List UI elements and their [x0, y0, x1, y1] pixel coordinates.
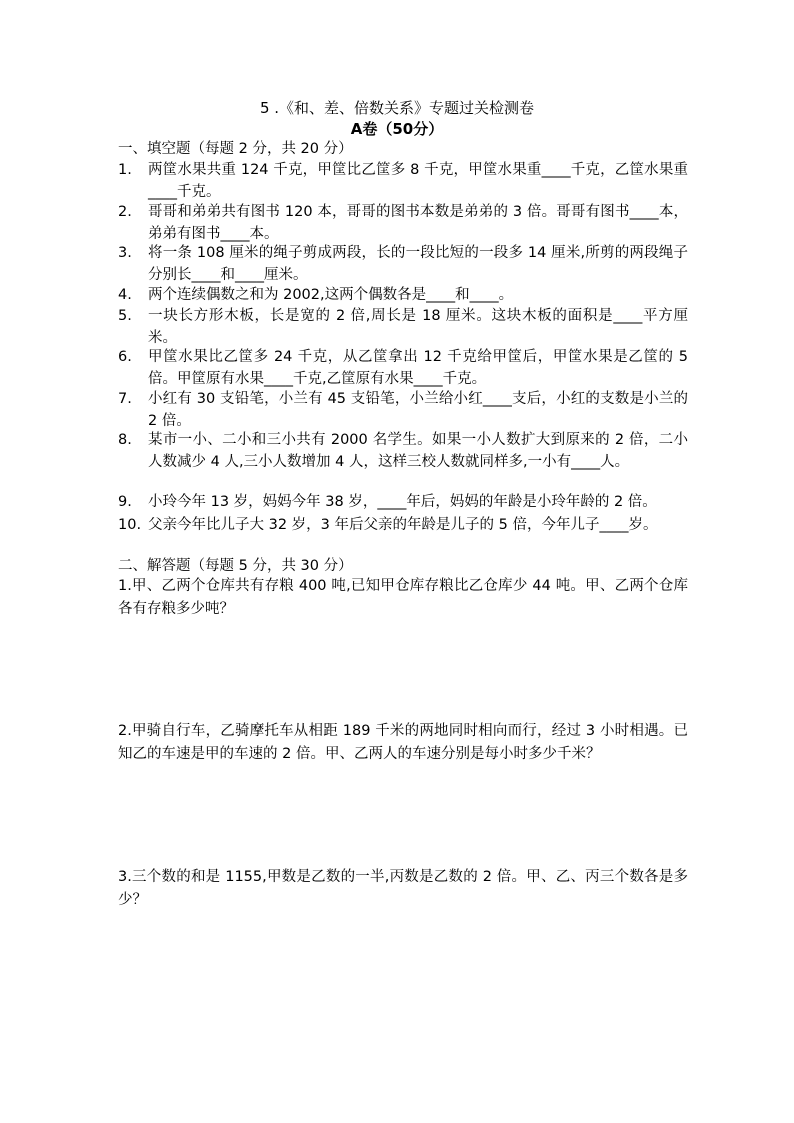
fill-in-item-4 [118, 284, 688, 306]
item-text: 两筐水果共重 124 千克，甲筐比乙筐多 8 千克，甲筐水果重____千克，乙筐水果重____千克。 [148, 162, 688, 200]
item-number: 9. [118, 494, 132, 510]
item-text: 甲筐水果比乙筐多 24 千克，从乙筐拿出 12 千克给甲筐后，甲筐水果是乙筐的 5 倍。甲筐原有水果____千克,乙筐原有水果____千克。 [148, 349, 688, 387]
document-title: 5 .《和、差、倍数关系》专题过关检测卷 [259, 99, 535, 117]
item-number: 7. [118, 391, 132, 407]
fill-in-item-7 [118, 388, 688, 432]
answer-question-1: 1.甲、乙两个仓库共有存粮 400 吨,已知甲仓库存粮比乙仓库少 44 吨。甲、乙两个仓库各有存粮多少吨？ [118, 578, 688, 617]
fill-in-item-6 [118, 346, 688, 390]
item-number: 8. [118, 432, 132, 448]
fill-in-item-10 [118, 514, 688, 536]
item-number: 6. [118, 349, 132, 365]
item-number: 4. [118, 287, 132, 303]
item-text: 某市一小、二小和三小共有 2000 名学生。如果一小人数扩大到原来的 2 倍，二小人数减少 4 人,三小人数增加 4 人，这样三校人数就同样多,一小有____人。 [148, 432, 688, 470]
item-text: 哥哥和弟弟共有图书 120 本，哥哥的图书本数是弟弟的 3 倍。哥哥有图书____本，弟弟有图书____本。 [148, 204, 688, 242]
item-text: 小红有 30 支铅笔，小兰有 45 支铅笔，小兰给小红____支后，小红的支数是小兰的 2 倍。 [148, 391, 688, 429]
section-answer-heading: 二、解答题（每题 5 分，共 30 分） [118, 558, 353, 574]
fill-in-item-9 [118, 491, 688, 513]
item-number: 3. [118, 245, 132, 261]
item-text: 父亲今年比儿子大 32 岁，3 年后父亲的年龄是儿子的 5 倍，今年儿子____岁。 [148, 517, 658, 533]
item-number: 10. [118, 517, 142, 533]
section-fill-in-heading: 一、填空题（每题 2 分，共 20 分） [118, 141, 353, 157]
fill-in-item-5 [118, 305, 688, 349]
item-text: 两个连续偶数之和为 2002,这两个偶数各是____和____。 [148, 287, 514, 303]
fill-in-item-2 [118, 201, 688, 245]
item-text: 一块长方形木板，长是宽的 2 倍,周长是 18 厘米。这块木板的面积是____平方厘米。 [148, 308, 688, 346]
fill-in-item-3 [118, 242, 688, 286]
item-number: 2. [118, 204, 132, 220]
item-text: 将一条 108 厘米的绳子剪成两段，长的一段比短的一段多 14 厘米,所剪的两段绳子分别长____和____厘米。 [148, 245, 688, 283]
answer-question-3: 3.三个数的和是 1155,甲数是乙数的一半,丙数是乙数的 2 倍。甲、乙、丙三个数各是多少？ [118, 869, 688, 908]
document-subtitle: A卷（50分） [350, 120, 444, 138]
fill-in-item-1 [118, 159, 688, 203]
answer-question-2: 2.甲骑自行车，乙骑摩托车从相距 189 千米的两地同时相向而行，经过 3 小时相遇。已知乙的车速是甲的车速的 2 倍。甲、乙两人的车速分别是每小时多少千米？ [118, 723, 688, 762]
item-number: 5. [118, 308, 132, 324]
item-text: 小玲今年 13 岁，妈妈今年 38 岁，____年后，妈妈的年龄是小玲年龄的 2 倍。 [148, 494, 657, 510]
item-number: 1. [118, 162, 132, 178]
fill-in-item-8 [118, 429, 688, 473]
